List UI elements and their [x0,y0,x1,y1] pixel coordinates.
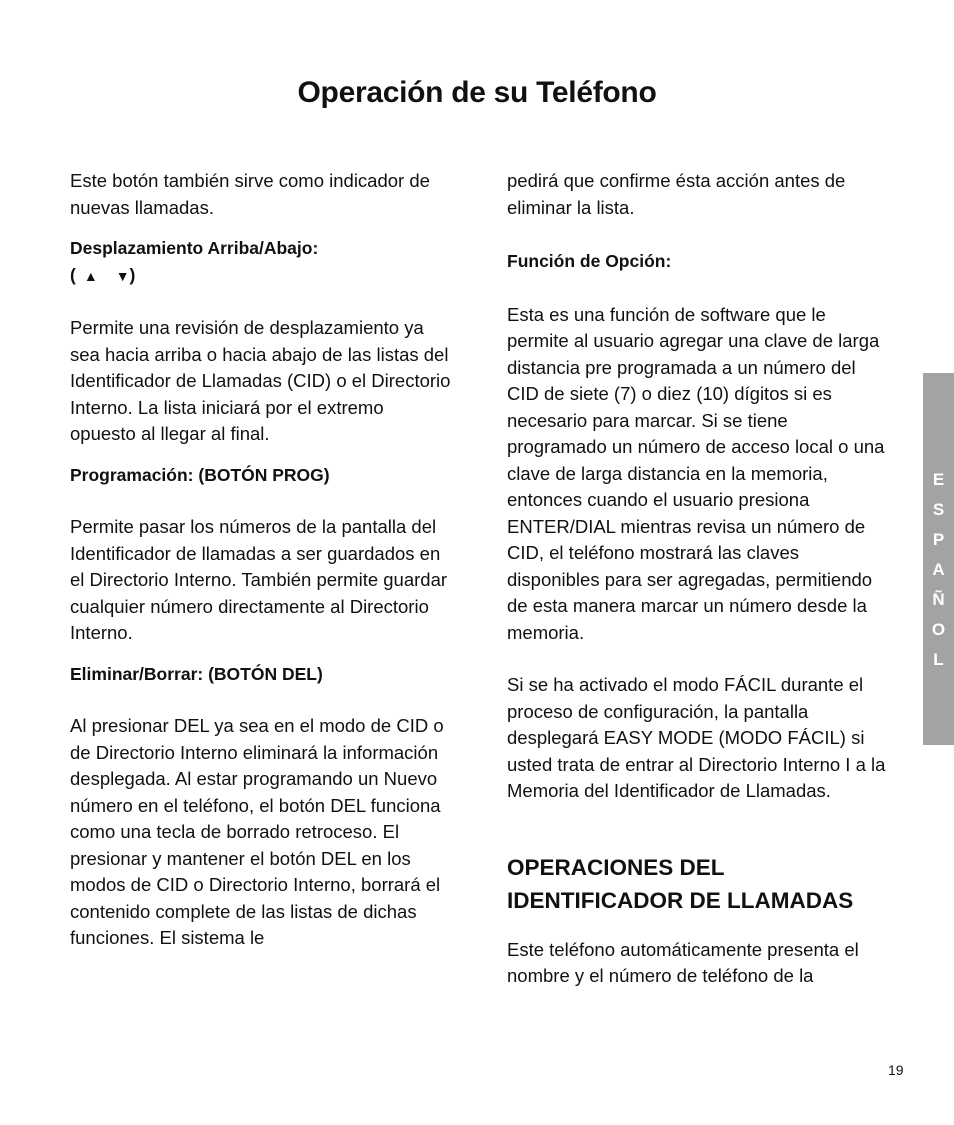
cid-intro-text: Este teléfono automáticamente presenta el nombre y el número de teléfono de la [507,938,859,986]
cid-section-heading: OPERACIONES DEL IDENTIFICADOR DE LLAMADAS [507,854,854,913]
tab-letter: P [932,530,945,549]
tab-letter: O [931,620,946,639]
page-title: Operación de su Teléfono [297,76,657,109]
left-column [70,168,452,952]
option-description: Esta es una función de software que le permite al usuario agregar una clave de larga distancia pre programada a un número del CID de siete (7) o diez (10) dígitos si es necesario para marcar. Si se tiene programado un número de acceso local o una clave de larga distancia en la memoria, entonces cuando el usuario presiona ENTER/DIAL mientras revisa un número de CID, el teléfono mostrará las claves disponibles para ser agregadas, permitiendo de esta manera marcar un número desde la memoria. [507,303,885,643]
tab-letter: Ñ [932,590,945,609]
option-heading: Función de Opción: [507,251,672,271]
scroll-heading: Desplazamiento Arriba/Abajo: [70,238,319,258]
scroll-description: Permite una revisión de desplazamiento ya sea hacia arriba o hacia abajo de las listas del Identificador de Llamadas (CID) o el Directorio Interno. La lista iniciará por el extremo opuesto al llegar al final. [70,317,451,444]
language-tab-letters [923,465,954,675]
tab-letter: S [932,500,945,519]
easy-mode-text: Si se ha activado el modo FÁCIL durante el proceso de configuración, la pantalla desplegará EASY MODE (MODO FÁCIL) si usted trata de entrar al Directorio Interno I a la Memoria del Identificador de Llamadas. [507,674,886,801]
confirm-delete-text: pedirá que confirme ésta acción antes de eliminar la lista. [507,170,846,218]
tab-letter: L [933,650,944,669]
new-calls-indicator-text: Este botón también sirve como indicador de nuevas llamadas. [70,170,430,218]
del-heading: Eliminar/Borrar: (BOTÓN DEL) [70,663,323,684]
prog-description: Permite pasar los números de la pantalla del Identificador de llamadas a ser guardados en el Directorio Interno. También permite guardar cualquier número directamente al Directorio Interno. [70,516,448,643]
scroll-up-icon: ▲ [83,267,98,284]
scroll-arrows [70,262,452,290]
del-description: Al presionar DEL ya sea en el modo de CID o de Directorio Interno eliminará la información desplegada. Al estar programando un Nuevo número en el teléfono, el botón DEL funciona como una tecla de borrado retroceso. El presionar y mantener el botón DEL en los modos de CID o Directorio Interno, borrará el contenido complete de las listas de dichas funciones. El sistema le [70,715,444,948]
paren-open: ( [70,264,76,285]
tab-letter: E [932,470,945,489]
page-number: 19 [888,1062,904,1078]
right-column [507,168,892,990]
scroll-down-icon: ▼ [115,267,130,284]
language-side-tab [923,373,954,745]
paren-close: ) [129,264,136,285]
prog-heading: Programación: (BOTÓN PROG) [70,464,330,485]
tab-letter: A [932,560,945,579]
